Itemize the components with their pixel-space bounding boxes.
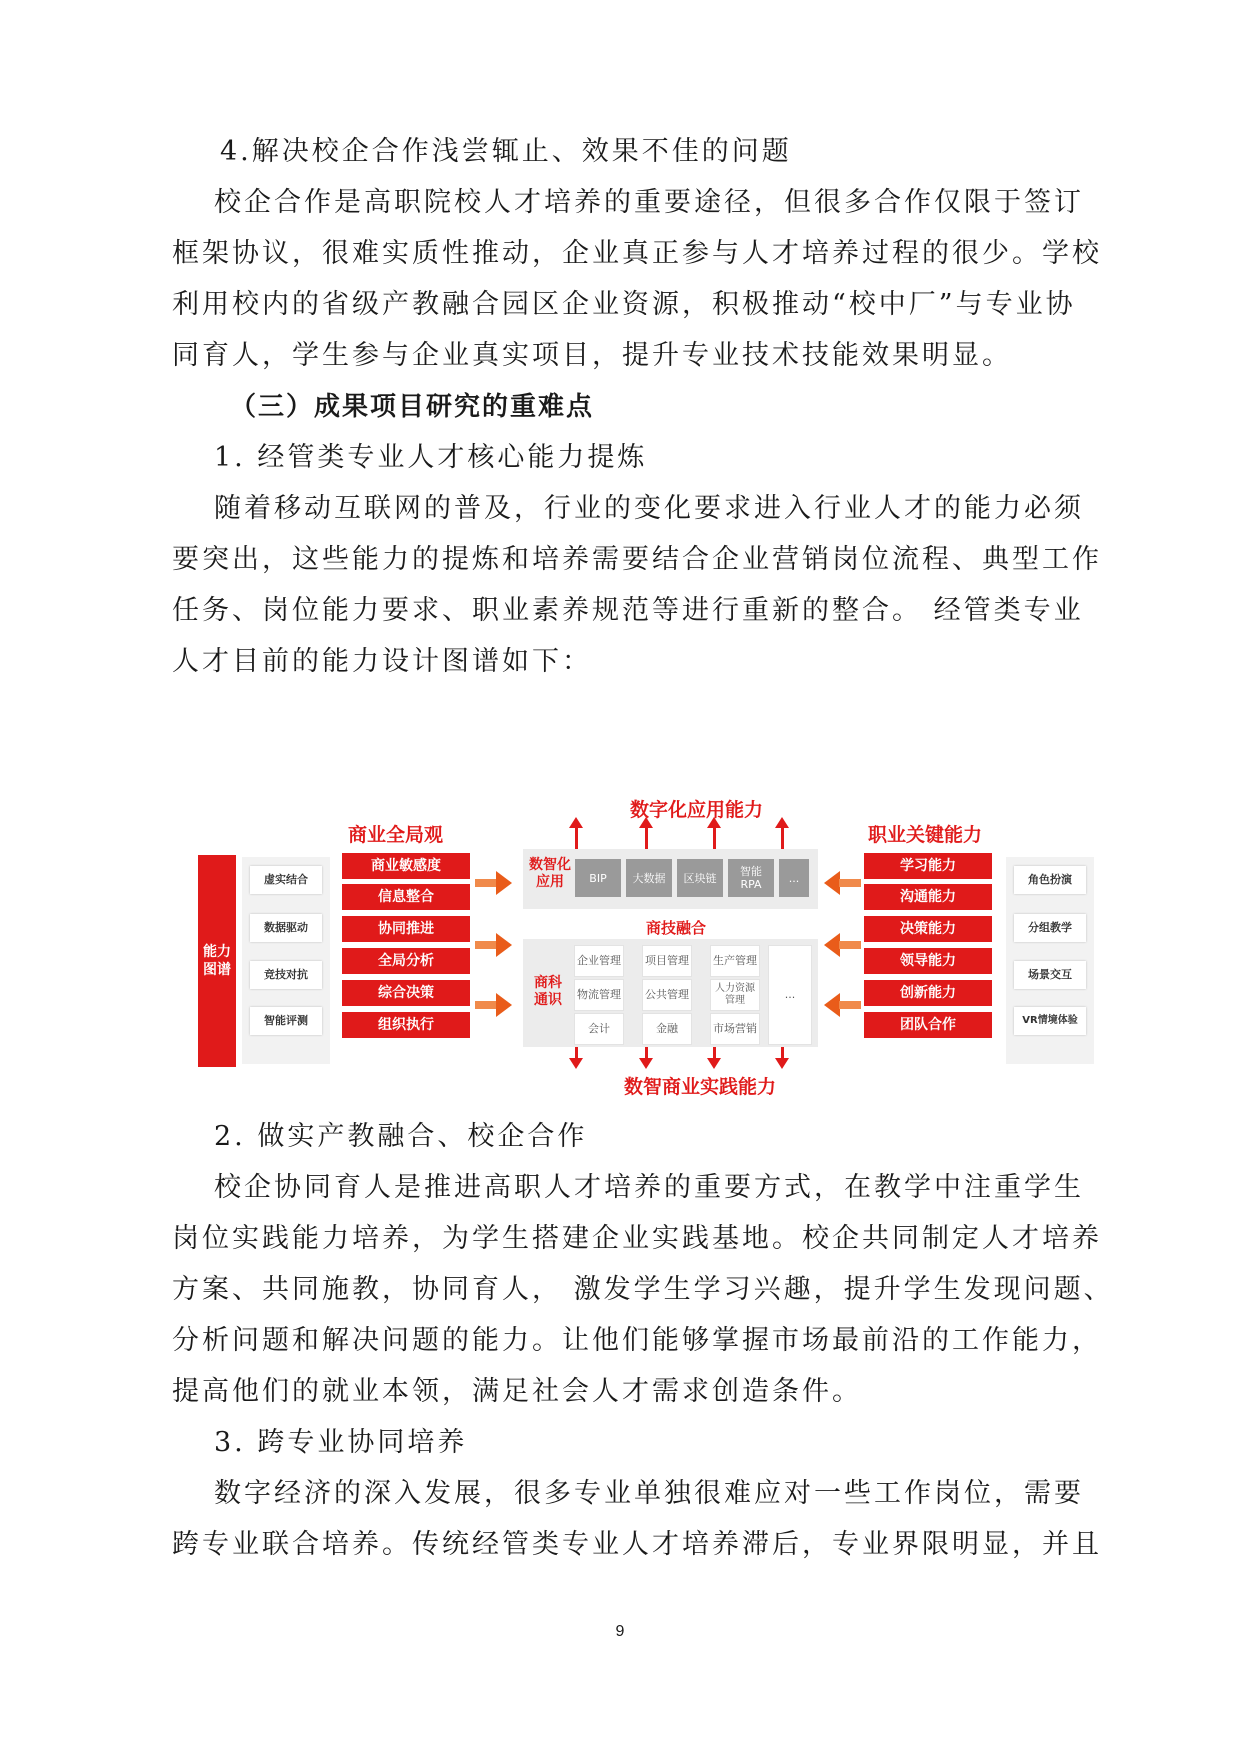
subheading-item-2: 2. 做实产教融合、校企合作 xyxy=(214,1121,588,1152)
digital-item: 智能RPA xyxy=(728,859,774,897)
business-item: 综合决策 xyxy=(342,980,470,1006)
general-item-more: ... xyxy=(768,945,812,1045)
key-item: 创新能力 xyxy=(864,980,992,1006)
up-arrow-icon xyxy=(575,827,578,849)
subheading-item-1: 1. 经管类专业人才核心能力提炼 xyxy=(214,442,648,473)
root-label: 能力图谱 xyxy=(198,855,236,1067)
paragraph-line: 利用校内的省级产教融合园区企业资源，积极推动“校中厂”与专业协 xyxy=(172,289,1076,320)
paragraph-line: 提高他们的就业本领，满足社会人才需求创造条件。 xyxy=(172,1376,862,1407)
digital-capability-title: 数字化应用能力 xyxy=(630,799,764,821)
arrow-shaft xyxy=(475,941,497,949)
digital-item: 大数据 xyxy=(626,859,672,897)
key-item: 领导能力 xyxy=(864,948,992,974)
business-item: 组织执行 xyxy=(342,1012,470,1038)
general-label: 商科通识 xyxy=(534,975,562,1008)
general-item: 物流管理 xyxy=(574,979,624,1011)
arrow-left-icon xyxy=(824,933,840,957)
up-arrow-icon xyxy=(645,827,648,849)
paragraph-line: 校企合作是高职院校人才培养的重要途径，但很多合作仅限于签订 xyxy=(214,187,1084,218)
digital-label: 数智化应用 xyxy=(529,857,571,890)
business-item: 全局分析 xyxy=(342,948,470,974)
up-arrow-icon xyxy=(713,827,716,849)
left-method: 智能评测 xyxy=(250,1007,322,1035)
digital-item: BIP xyxy=(575,859,621,897)
arrow-right-icon xyxy=(496,871,512,895)
page-number: 9 xyxy=(615,1623,625,1640)
key-item: 团队合作 xyxy=(864,1012,992,1038)
key-capability-title: 职业关键能力 xyxy=(868,824,983,846)
key-item: 决策能力 xyxy=(864,916,992,942)
paragraph-line: 校企协同育人是推进高职人才培养的重要方式，在教学中注重学生 xyxy=(214,1172,1084,1203)
general-item: 项目管理 xyxy=(642,945,692,977)
left-method: 竞技对抗 xyxy=(250,961,322,989)
arrow-shaft xyxy=(839,1001,861,1009)
arrow-shaft xyxy=(839,941,861,949)
arrow-left-icon xyxy=(824,871,840,895)
practice-capability-title: 数智商业实践能力 xyxy=(624,1076,777,1098)
capability-map-diagram xyxy=(198,795,1108,1098)
right-method: 角色扮演 xyxy=(1014,866,1086,894)
left-method: 数据驱动 xyxy=(250,914,322,942)
key-item: 学习能力 xyxy=(864,853,992,879)
business-title: 商业全局观 xyxy=(348,824,444,846)
business-item: 商业敏感度 xyxy=(342,853,470,879)
right-method: 场景交互 xyxy=(1014,961,1086,989)
arrow-right-icon xyxy=(496,993,512,1017)
key-column xyxy=(864,853,992,1069)
arrow-left-icon xyxy=(824,993,840,1017)
general-item: 企业管理 xyxy=(574,945,624,977)
paragraph-line: 框架协议，很难实质性推动，企业真正参与人才培养过程的很少。学校 xyxy=(172,238,1102,269)
subheading-item-3: 3. 跨专业协同培养 xyxy=(214,1427,468,1458)
down-arrow-icon xyxy=(781,1047,784,1059)
paragraph-line: 随着移动互联网的普及，行业的变化要求进入行业人才的能力必须 xyxy=(214,493,1084,524)
right-method: 分组教学 xyxy=(1014,914,1086,942)
general-item: 人力资源管理 xyxy=(710,979,760,1011)
paragraph-line: 岗位实践能力培养，为学生搭建企业实践基地。校企共同制定人才培养 xyxy=(172,1223,1102,1254)
down-arrow-icon xyxy=(575,1047,578,1059)
arrow-shaft xyxy=(475,1001,497,1009)
general-item: 公共管理 xyxy=(642,979,692,1011)
right-method: VR情境体验 xyxy=(1014,1007,1086,1035)
general-item: 金融 xyxy=(642,1013,692,1045)
general-item: 市场营销 xyxy=(710,1013,760,1045)
arrow-shaft xyxy=(475,879,497,887)
key-item: 沟通能力 xyxy=(864,884,992,910)
paragraph-line: 数字经济的深入发展，很多专业单独很难应对一些工作岗位，需要 xyxy=(214,1478,1084,1509)
business-item: 协同推进 xyxy=(342,916,470,942)
section-heading: （三）成果项目研究的重难点 xyxy=(230,392,595,422)
digital-item: 区块链 xyxy=(677,859,723,897)
up-arrow-icon xyxy=(781,827,784,849)
paragraph-line: 人才目前的能力设计图谱如下： xyxy=(172,646,592,677)
down-arrow-icon xyxy=(713,1047,716,1059)
arrow-shaft xyxy=(839,879,861,887)
business-item: 信息整合 xyxy=(342,884,470,910)
down-arrow-icon xyxy=(645,1047,648,1059)
paragraph-line: 跨专业联合培养。传统经管类专业人才培养滞后，专业界限明显，并且 xyxy=(172,1529,1102,1560)
arrow-right-icon xyxy=(496,933,512,957)
general-item: 会计 xyxy=(574,1013,624,1045)
paragraph-line: 要突出，这些能力的提炼和培养需要结合企业营销岗位流程、典型工作 xyxy=(172,544,1102,575)
heading-item-4: 4.解决校企合作浅尝辄止、效果不佳的问题 xyxy=(220,136,792,167)
general-item: 生产管理 xyxy=(710,945,760,977)
paragraph-line: 方案、共同施教，协同育人， 激发学生学习兴趣，提升学生发现问题、 xyxy=(172,1274,1114,1305)
paragraph-line: 分析问题和解决问题的能力。让他们能够掌握市场最前沿的工作能力， xyxy=(172,1325,1102,1356)
paragraph-line: 同育人，学生参与企业真实项目，提升专业技术技能效果明显。 xyxy=(172,340,1012,371)
merge-title: 商技融合 xyxy=(646,919,707,937)
left-method: 虚实结合 xyxy=(250,866,322,894)
paragraph-line: 任务、岗位能力要求、职业素养规范等进行重新的整合。 经管类专业 xyxy=(172,595,1084,626)
digital-item: ... xyxy=(779,859,809,897)
business-column xyxy=(342,853,470,1069)
